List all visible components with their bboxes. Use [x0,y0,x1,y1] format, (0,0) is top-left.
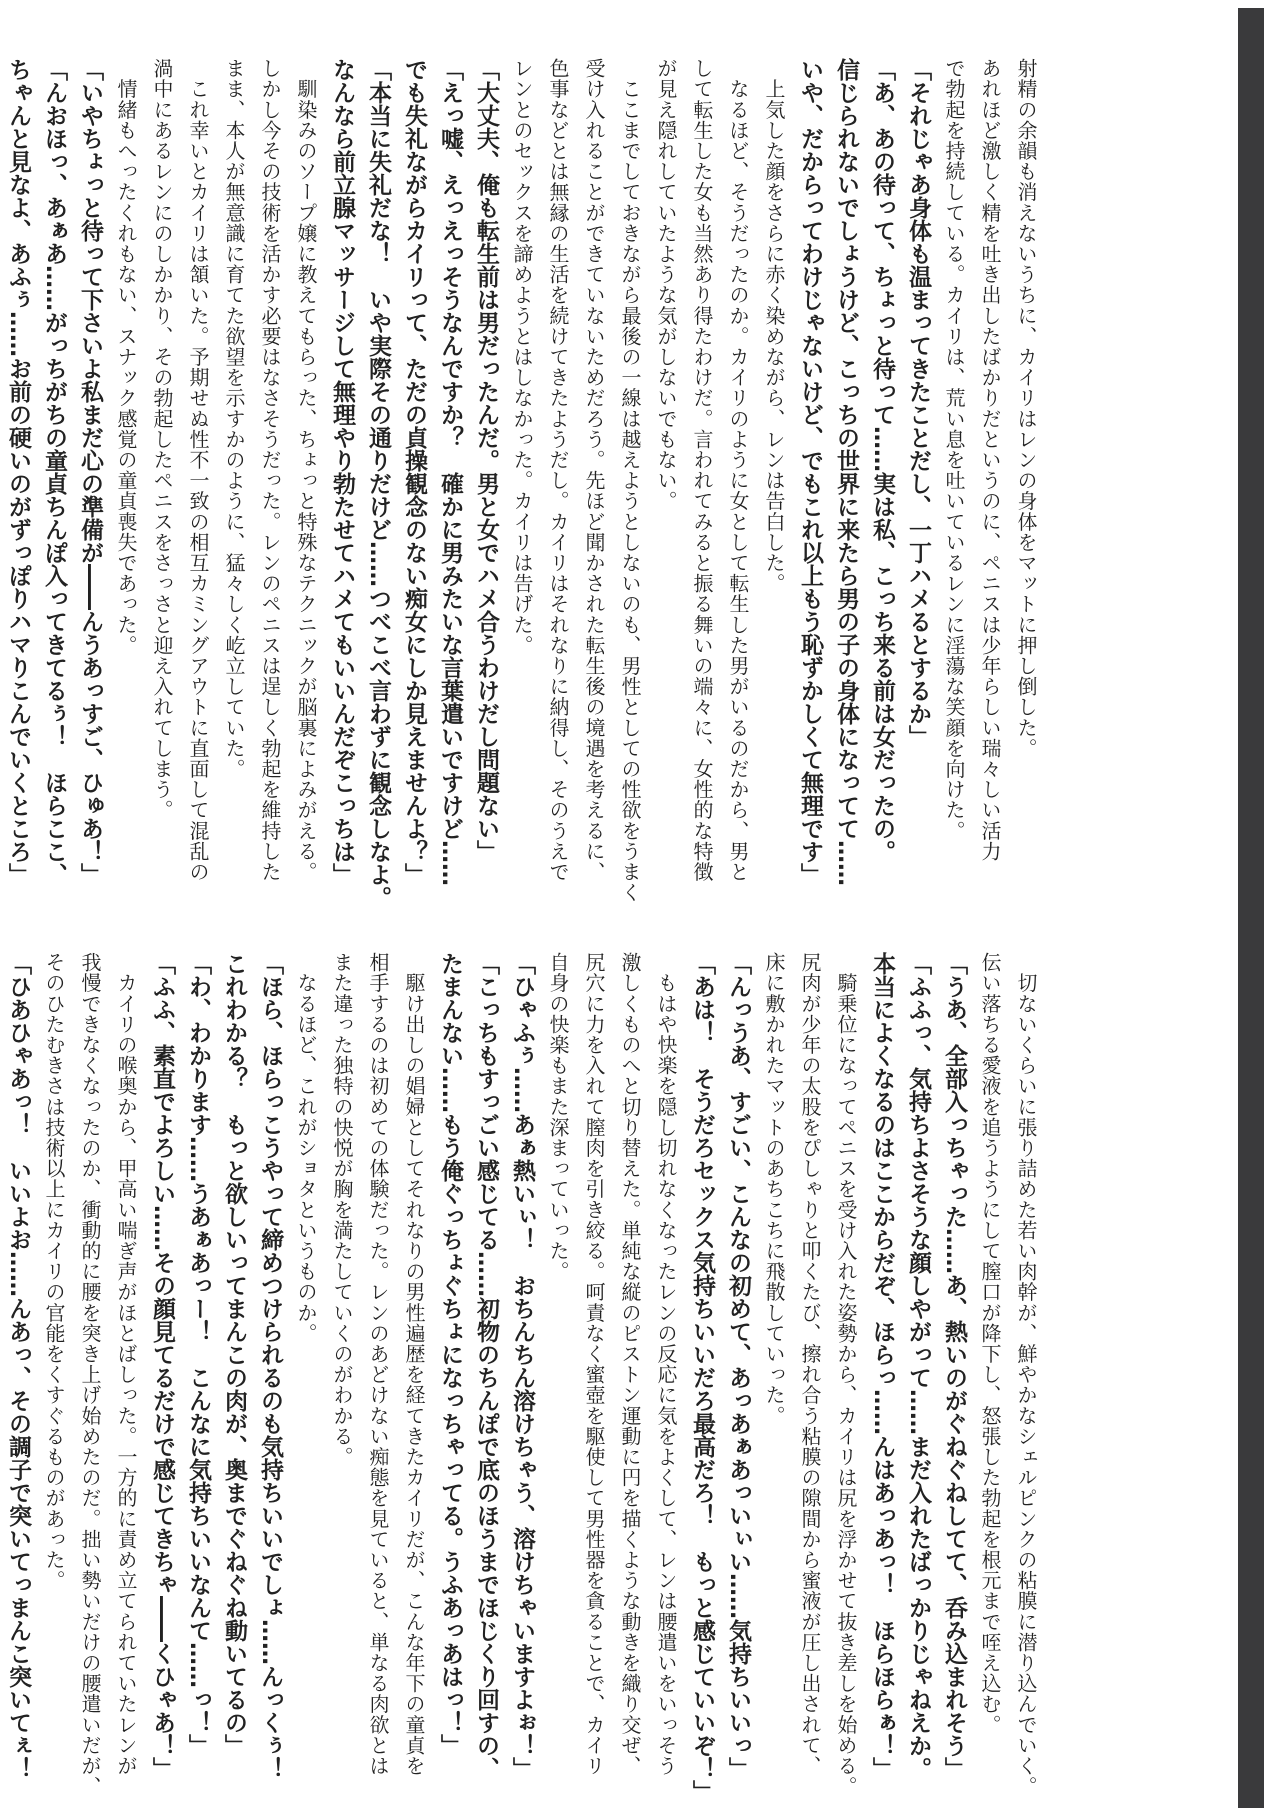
narration-line: 渦中にあるレンにのしかかり、その勃起したペニスをさっさと迎え入れてしまう。 [150,58,174,821]
narration-line: 激しくものへと切り替えた。単純な縦のピストン運動に円を描くような動きを織り交ぜ、 [618,952,642,1776]
dialogue-line: なんなら前立腺マッサージして無理やり勃たせてハメてもいいんだぞこっちは」 [329,58,355,886]
narration-line: ここまでしておきながら最後の一線は越えようとしないのも、男性としての性欲をうまく [618,58,642,903]
narration-line: レンとのセックスを諦めようとはしなかった。カイリは告げた。 [510,58,534,656]
narration-line: 上気した顔をさらに赤く染めながら、レンは告白した。 [762,58,786,594]
dialogue-line: 「ふふっ、気持ちよさそうな顔しやがって……まだ入れたばっかりじゃねえか。 [905,952,931,1780]
dialogue-line: 「えっ嘘、えっえっそうなんですか？ 確かに男みたいな言葉遣いですけど…… [437,58,463,886]
narration-line: また違った独特の快悦が胸を満たしていくのがわかる。 [330,952,354,1467]
narration-line: まま、本人が無意識に育てた欲望を示すかのように、猛々しく屹立していた。 [222,58,246,779]
narration-line: 床に敷かれたマットのあちこちに飛散していった。 [762,952,786,1426]
dialogue-line: 「それじゃあ身体も温まってきたことだし、一丁ハメるとするか」 [905,58,931,748]
dialogue-line: でも失礼ながらカイリって、ただの貞操観念のない痴女にしか見えませんよ？」 [401,58,427,886]
dialogue-line: 「うあ、全部入っちゃった……あ、熱いのがぐねぐねしてて、呑み込まれそう」 [941,952,967,1780]
narration-line: して転生した女も当然あり得たわけだ。言われてみると振る舞いの端々に、女性的な特徴 [690,58,714,882]
narration-line: 射精の余韻も消えないうちに、カイリはレンの身体をマットに押し倒した。 [1014,58,1038,759]
dialogue-line: 「いやちょっと待って下さいよ私まだ心の準備が――んうあっすご、ひゅあ！」 [77,58,103,886]
upper-text-tier [0,58,1044,909]
narration-line: 色事などとは無縁の生活を続けてきたようだし。カイリはそれなりに納得し、そのうえで [546,58,570,882]
narration-line: 情緒もへったくれもない、スナック感覚の童貞喪失であった。 [114,58,138,656]
narration-line: 我慢できなくなったのか、衝動的に腰を突き上げ始めたのだ。拙い勢いだけの腰遣いだが、 [78,952,102,1797]
dialogue-line: 「んおほっ、あぁあ……がっちがちの童貞ちんぽ入ってきてるぅ！ ほらここ、 [41,58,67,886]
page-edge-band [1238,8,1264,1808]
dialogue-line: 「大丈夫、俺も転生前は男だったんだ。男と女でハメ合うわけだし問題ない」 [473,58,499,863]
dialogue-line: たまんない……もう俺ぐっちょぐちょになっちゃってる。うふあっあはっ！」 [437,952,463,1757]
dialogue-line: 本当によくなるのはここからだぞ、ほらっ……んはあっあっ！ ほらほらぁ！」 [869,952,895,1780]
dialogue-line: 「ふふ、素直でよろしい……その顔見てるだけで感じてきちゃ――くひゃあ！」 [149,952,175,1780]
narration-line: これ幸いとカイリは頷いた。予期せぬ性不一致の相互カミングアウトに直面して混乱の [186,58,210,882]
narration-line: しかし今その技術を活かす必要はなさそうだった。レンのペニスは逞しく勃起を維持した [258,58,282,882]
narration-line: で勃起を持続している。カイリは、荒い息を吐いているレンに淫蕩な笑顔を向けた。 [942,58,966,841]
dialogue-line: これわかる？ もっと欲しいってまんこの肉が、奥までぐねぐね動いてるの」 [221,952,247,1757]
dialogue-line: 「んっうあ、すごい、こんなの初めて、あっあぁあっいぃい……気持ちいいっ」 [725,952,751,1780]
narration-line: 伝い落ちる愛液を追うようにして膣口が降下し、怒張した勃起を根元まで咥え込む。 [978,952,1002,1735]
narration-line: カイリの喉奥から、甲高い喘ぎ声がほとばしった。一方的に責め立てられていたレンが [114,952,138,1776]
dialogue-line: いや、だからってわけじゃないけど、でもこれ以上もう恥ずかしくて無理です」 [797,58,823,886]
dialogue-line: 信じられないでしょうけど、こっちの世界に来たら男の子の身体になってて…… [833,58,859,886]
narration-line: が見え隠れしていたような気がしないでもない。 [654,58,678,512]
dialogue-line: 「ほら、ほらっこうやって締めつけられるのも気持ちいいでしょ……んっくぅ！ [257,952,283,1780]
dialogue-line: 「こっちもすっごい感じてる……初物のちんぽで底のほうまでほじくり回すの、 [473,952,499,1780]
narration-line: なるほど、そうだったのか。カイリのように女として転生した男がいるのだから、男と [726,58,750,882]
dialogue-line: 「あ、あの待って、ちょっと待って……実は私、こっち来る前は女だったの。 [869,58,895,863]
lower-text-tier [0,952,1044,1802]
narration-line: あれほど激しく精を吐き出したばかりだというのに、ペニスは少年らしい瑞々しい活力 [978,58,1002,862]
narration-line: そのひたむきさは技術以上にカイリの官能をくすぐるものがあった。 [42,952,66,1591]
dialogue-line: 「本当に失礼だな！ いや実際その通りだけど……つべこべ言わずに観念しなよ。 [365,58,391,909]
narration-line: 尻肉が少年の太股をぴしゃりと叩くたび、擦れ合う粘膜の隙間から蜜液が圧し出されて、 [798,952,822,1776]
dialogue-line: 「わ、わかります……うあぁあっー！ こんなに気持ちいいなんて……っ！」 [185,952,211,1757]
narration-line: 尻穴に力を入れて膣肉を引き絞る。呵責なく蜜壺を駆使して男性器を貪ることで、カイリ [582,952,606,1776]
narration-line: 自身の快楽もまた深まっていった。 [546,952,570,1282]
dialogue-line: 「ひあひゃあっ！ いいよお……んあっ、その調子で突いてっまんこ突いてぇ！ [5,952,31,1780]
narration-line: 馴染みのソープ嬢に教えてもらった、ちょっと特殊なテクニックが脳裏によみがえる。 [294,58,318,882]
narration-line: 切ないくらいに張り詰めた若い肉幹が、鮮やかなシェルピンクの粘膜に潜り込んでいく。 [1014,952,1038,1797]
dialogue-line: ちゃんと見なよ、あふぅ……お前の硬いのがずっぽりハマりこんでいくところ」 [5,58,31,886]
narration-line: 騎乗位になってペニスを受け入れた姿勢から、カイリは尻を浮かせて抜き差しを始める。 [834,952,858,1797]
dialogue-line: 「ひゃふぅ……あぁ熱いぃ！ おちんちん溶けちゃう、溶けちゃいますよぉ！」 [509,952,535,1780]
narration-line: 駆け出しの娼婦としてそれなりの男性遍歴を経てきたカイリだが、こんな年下の童貞を [402,952,426,1776]
dialogue-line: 「あは！ そうだろセックス気持ちいいだろ最高だろ！ もっと感じていいぞ！」 [689,952,715,1803]
narration-line: もはや快楽を隠し切れなくなったレンの反応に気をよくして、レンは腰遣いをいっそう [654,952,678,1776]
narration-line: なるほど、これがショタというものか。 [294,952,318,1344]
narration-line: 受け入れることができていないためだろう。先ほど聞かされた転生後の境遇を考えるに、 [582,58,606,882]
narration-line: 相手するのは初めての体験だった。レンのあどけない痴態を見ていると、単なる肉欲とは [366,952,390,1776]
